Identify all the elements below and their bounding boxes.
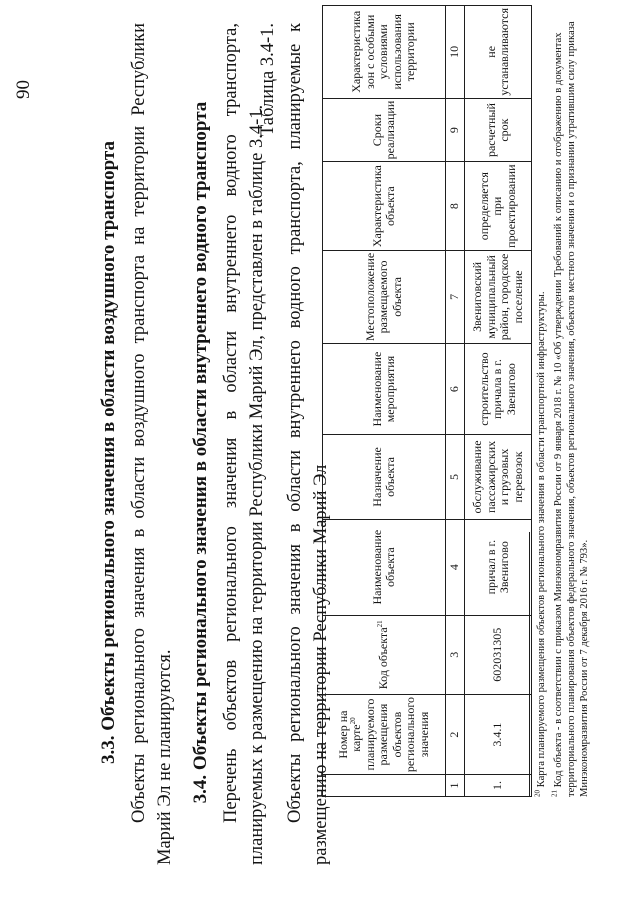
column-number: 3 xyxy=(446,615,465,695)
header-cell-1 xyxy=(323,775,446,797)
header-object-code-footnote-mark: 21 xyxy=(376,620,385,628)
table-cell-timeline: расчетный срок xyxy=(465,98,532,162)
footnote-20 xyxy=(535,12,548,797)
table-caption-text: Объекты регионального значения в области внутреннего водного транспорта, планируемые к размещению на территории Республики Марий Эл xyxy=(285,23,331,865)
table-cell-measure-name: строительство причала в г. Звенигово xyxy=(465,343,532,434)
column-number: 6 xyxy=(446,343,465,434)
table-cell-object-code: 602031305 xyxy=(465,615,532,695)
footnote-21 xyxy=(552,12,591,797)
table-caption-number: Таблица 3.4-1. xyxy=(258,23,278,137)
objects-table xyxy=(322,5,532,797)
footnote-20-text: Карта планируемого размещения объектов регионального значения в области транспортной инфраструктуры. xyxy=(536,291,547,790)
header-map-number-footnote-mark: 20 xyxy=(349,717,358,725)
header-cell-measure-name: Наименование мероприятия xyxy=(323,343,446,434)
column-number: 10 xyxy=(446,6,465,99)
header-map-number-rest: планируемого размещения объектов регионального значения xyxy=(362,697,431,773)
header-cell-timeline: Сроки реализации xyxy=(323,98,446,162)
column-number: 7 xyxy=(446,250,465,343)
table-cell-object-name: причал в г. Звенигово xyxy=(465,519,532,615)
header-cell-characteristic: Характеристика объекта xyxy=(323,162,446,250)
table-cell-object-purpose: обслуживание пассажирских и грузовых перевозок xyxy=(465,435,532,520)
section-3-3-paragraph: Объекты регионального значения в области воздушного транспорта на территории Республики Марий Эл не планируются. xyxy=(129,23,175,865)
table-header-row xyxy=(323,6,446,797)
column-number: 5 xyxy=(446,435,465,520)
header-cell-object-code xyxy=(323,615,446,695)
column-number: 9 xyxy=(446,98,465,162)
footnote-20-mark: 20 xyxy=(533,790,542,797)
table-cell-special-zones: не устанавливаются xyxy=(465,6,532,99)
section-3-4-paragraph: Перечень объектов регионального значения в области внутреннего водного транспорта, планируемых к размещению на территории Республики Марий Эл, представлен в таблице 3.4-1. xyxy=(221,23,267,865)
header-cell-object-name: Наименование объекта xyxy=(323,519,446,615)
section-3-4-heading: 3.4. Объекты регионального значения в области внутреннего водного транспорта xyxy=(190,101,211,804)
header-object-code-text: Код объекта xyxy=(376,627,391,690)
column-number: 2 xyxy=(446,695,465,775)
column-number: 8 xyxy=(446,162,465,250)
column-number: 1 xyxy=(446,775,465,797)
header-cell-map-number xyxy=(323,695,446,775)
table-cell-row-number: 1. xyxy=(465,775,532,797)
header-cell-object-purpose: Назначение объекта xyxy=(323,435,446,520)
header-map-number-text: Номер на карте xyxy=(335,710,364,759)
column-number: 4 xyxy=(446,519,465,615)
footnote-21-mark: 21 xyxy=(550,790,559,797)
table-cell-location: Звениговский муниципальный район, городское поселение xyxy=(465,250,532,343)
header-cell-location: Местоположение размещаемого объекта xyxy=(323,250,446,343)
table-row xyxy=(465,6,532,797)
page-number: 90 xyxy=(13,80,34,99)
table-cell-map-number: 3.4.1 xyxy=(465,695,532,775)
footnote-21-text: Код объекта - в соответствии с приказом Минэкономразвития России от 9 января 2018 г. № 10 «Об утверждении Требований к описанию и отображению в документах территориального планирования объектов федерального значения, объектов регионального значения, объектов местного значения и о признании утратившим силу приказа Минэкономразвития России от 7 декабря 2016 г. № 793». xyxy=(553,21,590,797)
section-3-3-heading: 3.3. Объекты регионального значения в области воздушного транспорта xyxy=(98,141,119,765)
table-cell-characteristic: определяется при проектировании xyxy=(465,162,532,250)
table-column-numbers-row xyxy=(446,6,465,797)
header-cell-special-zones: Характеристика зон с особыми условиями использования территории xyxy=(323,6,446,99)
footnote-separator xyxy=(529,532,530,797)
